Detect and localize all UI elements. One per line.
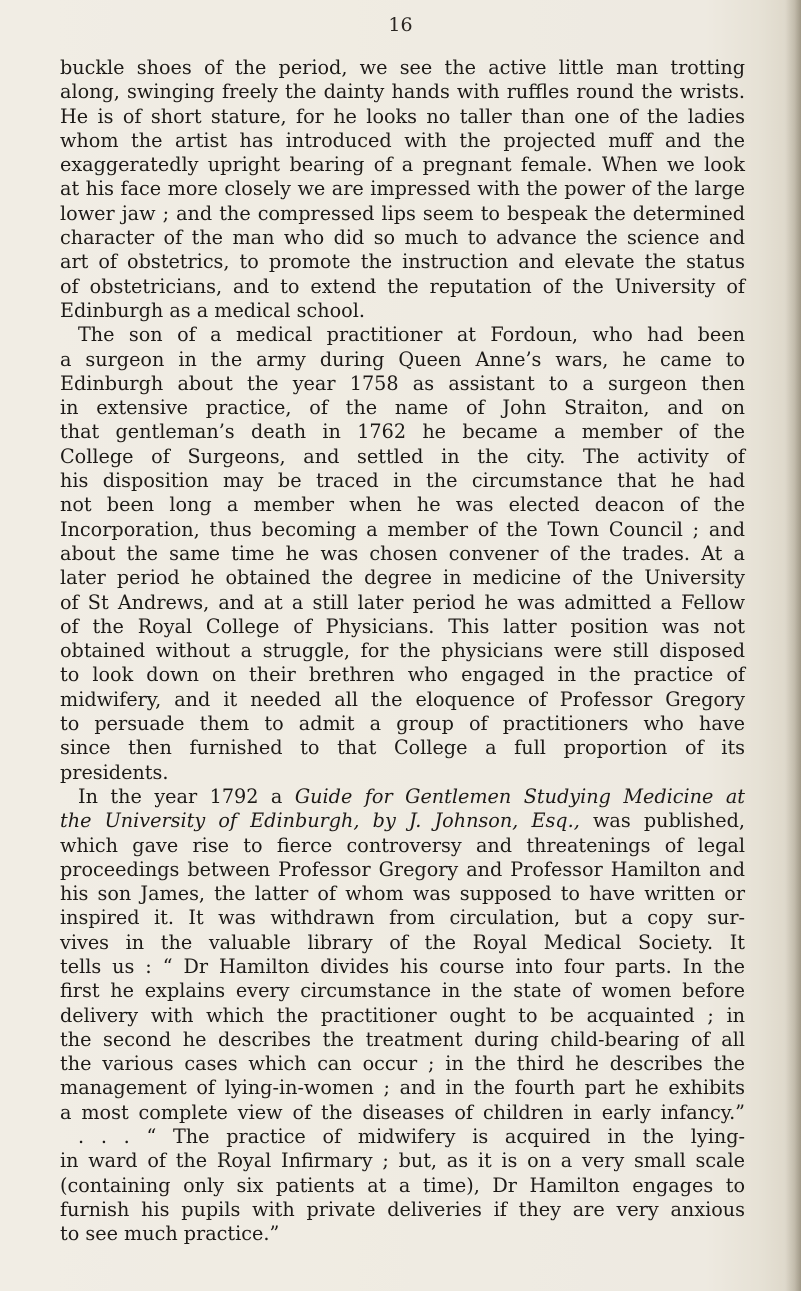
text-line: The son of a medical practitioner at Fordoun, who had been: [78, 323, 745, 347]
body-text: [60, 56, 745, 1247]
text-line: Edinburgh about the year 1758 as assistant to a surgeon then: [60, 371, 745, 395]
text-line: Edinburgh as a medical school.: [60, 298, 365, 322]
text-line: (containing only six patients at a time), Dr Hamilton engages to: [60, 1173, 745, 1197]
text-line: at his face more closely we are impressed with the power of the large: [60, 177, 745, 201]
text-line: a surgeon in the army during Queen Anne’s wars, he came to: [60, 347, 745, 371]
text-line: the second he describes the treatment during child-bearing of all: [60, 1027, 745, 1051]
text-line: not been long a member when he was elected deacon of the: [60, 493, 745, 517]
text-line: character of the man who did so much to advance the science and: [60, 226, 745, 250]
text-line: obtained without a struggle, for the physicians were still disposed: [60, 639, 745, 663]
text-line: Incorporation, thus becoming a member of the Town Council ; and: [60, 517, 745, 541]
text-line: of obstetricians, and to extend the reputation of the University of: [60, 274, 745, 298]
text-line: the various cases which can occur ; in the third he describes the: [60, 1052, 745, 1076]
text-line: He is of short stature, for he looks no taller than one of the ladies: [60, 104, 745, 128]
text-line: presidents.: [60, 760, 169, 784]
text-line: about the same time he was chosen convener of the trades. At a: [60, 541, 745, 565]
text-line: which gave rise to fierce controversy and threatenings of legal: [60, 833, 745, 857]
text-line: along, swinging freely the dainty hands with ruffles round the wrists.: [60, 80, 745, 104]
text-line: buckle shoes of the period, we see the active little man trotting: [60, 56, 745, 79]
text-line: in extensive practice, of the name of John Straiton, and on: [60, 396, 745, 420]
text-line: furnish his pupils with private deliveries if they are very anxious: [60, 1197, 745, 1221]
text-line: that gentleman’s death in 1762 he became a member of the: [60, 420, 745, 444]
text-line: of the Royal College of Physicians. This latter position was not: [60, 614, 745, 638]
text-line: In the year 1792 a Guide for Gentlemen Studying Medicine at: [78, 784, 745, 808]
text-line: management of lying-in-women ; and in the fourth part he exhibits: [60, 1076, 745, 1100]
text-line: proceedings between Professor Gregory and Professor Hamilton and: [60, 857, 745, 881]
text-line: to look down on their brethren who engaged in the practice of: [60, 663, 745, 687]
text-line: midwifery, and it needed all the eloquence of Professor Gregory: [60, 687, 745, 711]
text-line: since then furnished to that College a full proportion of its: [60, 736, 745, 760]
text-line: in ward of the Royal Infirmary ; but, as it is on a very small scale: [60, 1149, 745, 1173]
text-line: of St Andrews, and at a still later period he was admitted a Fellow: [60, 590, 745, 614]
text-line: his disposition may be traced in the circumstance that he had: [60, 469, 745, 493]
text-line: to see much practice.”: [60, 1222, 280, 1246]
text-line: delivery with which the practitioner ought to be acquainted ; in: [60, 1003, 745, 1027]
text-line: College of Surgeons, and settled in the city. The activity of: [60, 444, 745, 468]
text-line: . . . “ The practice of midwifery is acquired in the lying-: [78, 1125, 745, 1149]
text-line: first he explains every circumstance in the state of women before: [60, 979, 745, 1003]
text-line: his son James, the latter of whom was supposed to have written or: [60, 882, 745, 906]
text-line: to persuade them to admit a group of practitioners who have: [60, 712, 745, 736]
text-line: later period he obtained the degree in medicine of the University: [60, 566, 745, 590]
text-line: tells us : “ Dr Hamilton divides his course into four parts. In the: [60, 954, 745, 978]
text-line: whom the artist has introduced with the projected muff and the: [60, 128, 745, 152]
text-line: inspired it. It was withdrawn from circulation, but a copy sur-: [60, 906, 745, 930]
text-line: art of obstetrics, to promote the instruction and elevate the status: [60, 250, 745, 274]
text-line: a most complete view of the diseases of children in early infancy.”: [60, 1100, 745, 1124]
text-line: vives in the valuable library of the Royal Medical Society. It: [60, 930, 745, 954]
text-line: exaggeratedly upright bearing of a pregnant female. When we look: [60, 153, 745, 177]
page-number: 16: [388, 14, 413, 36]
text-line: the University of Edinburgh, by J. Johnson, Esq., was published,: [60, 809, 745, 833]
text-line: lower jaw ; and the compressed lips seem to bespeak the determined: [60, 201, 745, 225]
page-edge-shadow: [785, 0, 801, 1291]
